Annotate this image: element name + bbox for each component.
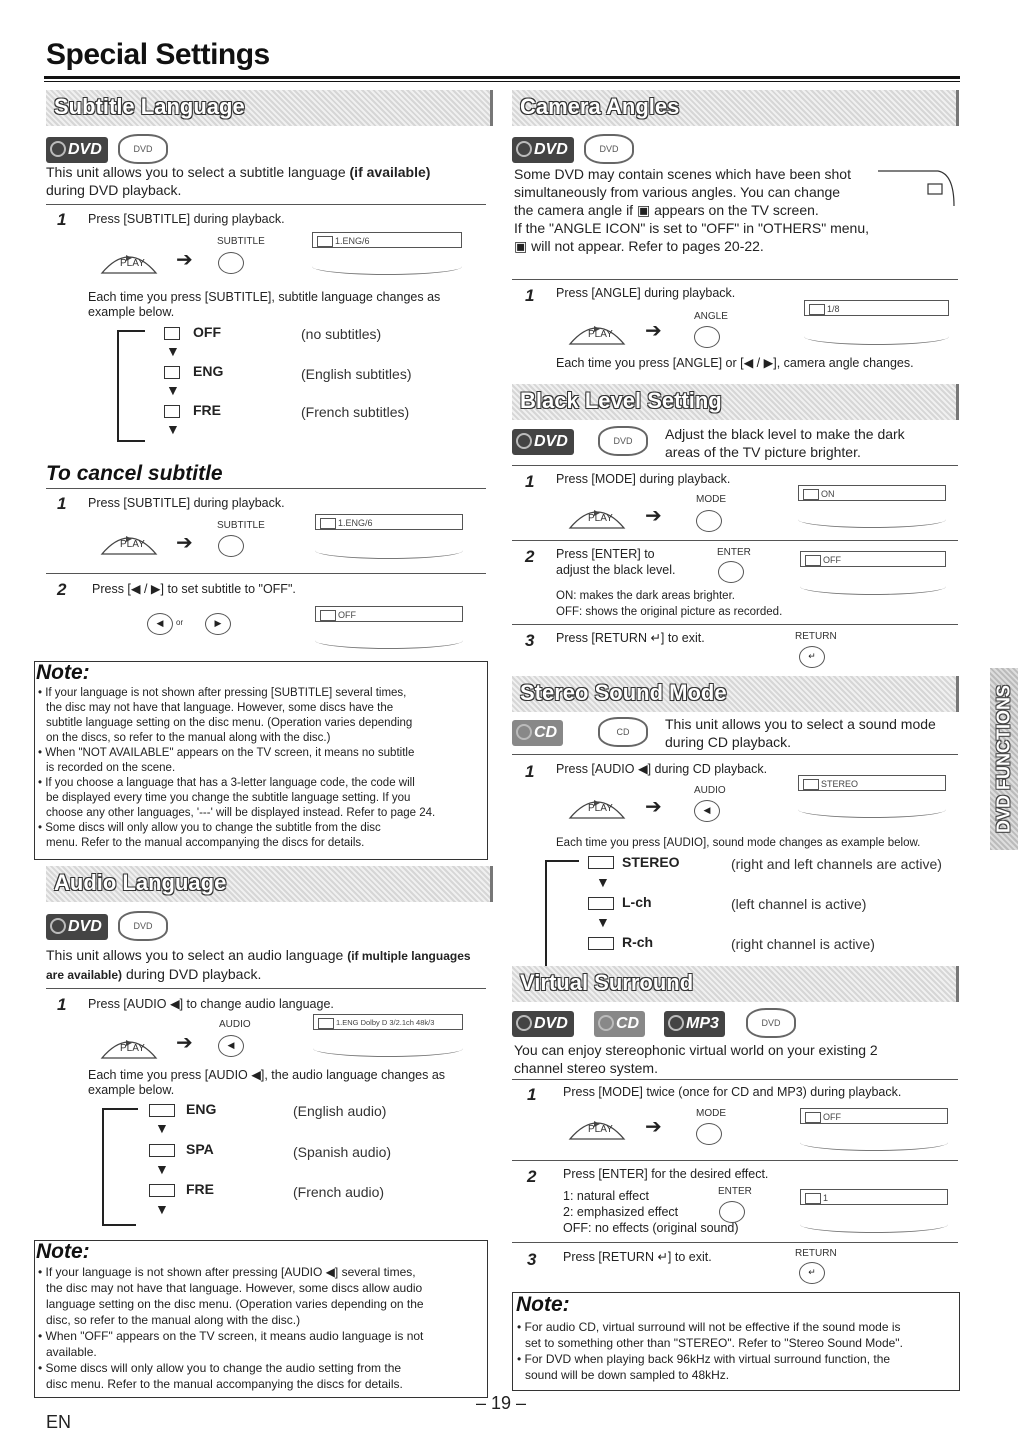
seq-item-desc: (no subtitles): [301, 326, 382, 342]
divider: [512, 1160, 958, 1161]
note-line: • If you choose a language that has a 3-letter language code, the code will: [38, 777, 415, 789]
return-button[interactable]: ↵: [799, 1262, 825, 1284]
right-button[interactable]: ▶: [205, 613, 231, 635]
down-arrow-icon: ▼: [596, 874, 610, 890]
step-number: 1: [525, 762, 535, 781]
divider: [512, 624, 958, 625]
virtual-step1: Press [MODE] twice (once for CD and MP3) during playback.: [563, 1085, 902, 1099]
stereo-intro: This unit allows you to select a sound mode: [665, 716, 936, 732]
seq-item-label: L-ch: [622, 894, 652, 910]
stereo-intro: during CD playback.: [665, 734, 792, 750]
arrow-icon: ➔: [645, 320, 662, 342]
note-line: available.: [46, 1345, 97, 1359]
note-line: • Some discs will only allow you to change the audio setting from the: [38, 1361, 402, 1375]
dvd-logo-icon: DVD: [746, 1008, 796, 1038]
arrow-icon: ➔: [176, 249, 193, 271]
seq-item-desc: (English audio): [293, 1103, 387, 1119]
language-code: EN: [46, 1412, 72, 1432]
note-line: set to something other than "STEREO". Refer to "Stereo Sound Mode".: [525, 1336, 903, 1350]
arrow-icon: ➔: [176, 532, 193, 554]
seq-item-desc: (French subtitles): [301, 404, 410, 420]
note-line: disc menu. Refer to the manual accompanying the discs for details.: [46, 1377, 403, 1391]
stereo-heading: Stereo Sound Mode: [520, 680, 727, 705]
arrow-icon: ➔: [645, 1116, 662, 1138]
mode-button[interactable]: [696, 1123, 722, 1145]
down-arrow-icon: ▼: [155, 1161, 169, 1177]
note-line: choose any other languages, '---' will be displayed instead. Refer to page 24.: [46, 807, 436, 819]
black-step1: Press [MODE] during playback.: [556, 472, 731, 486]
cycle-line: [117, 330, 119, 442]
note-line: the disc may not have that language. However, some discs have the: [46, 702, 394, 714]
mode-button[interactable]: [696, 510, 722, 532]
mode-button-label: MODE: [696, 1108, 726, 1119]
tv-screen-display: 1: [800, 1189, 948, 1205]
down-arrow-icon: ▼: [155, 1201, 169, 1217]
play-label: PLAY: [588, 329, 613, 340]
dvd-logo-icon: DVD: [118, 911, 168, 941]
step-number: 1: [57, 494, 67, 513]
down-arrow-icon: ▼: [596, 914, 610, 930]
return-button-label: RETURN: [795, 631, 837, 642]
cycle-line: [102, 1108, 104, 1226]
tv-screen-curve: [798, 511, 946, 528]
cycle-line-top: [102, 1108, 138, 1110]
tv-screen-display: 1/8: [804, 300, 949, 316]
return-button-label: RETURN: [795, 1248, 837, 1259]
play-label: PLAY: [120, 258, 145, 269]
virtual-heading: Virtual Surround: [520, 970, 694, 995]
divider: [512, 540, 958, 541]
tv-screen-display: OFF: [800, 551, 946, 567]
note-line: is recorded on the scene.: [46, 762, 176, 774]
camera-line: Some DVD may contain scenes which have been shot: [514, 166, 851, 182]
note-line: language setting on the disc menu. (Operation varies depending on the: [46, 1297, 424, 1311]
arrow-icon: ➔: [645, 505, 662, 527]
enter-button-label: ENTER: [718, 1186, 752, 1197]
step-number: 3: [525, 631, 535, 650]
dvd-badge: DVD: [512, 1011, 574, 1037]
step-number: 1: [57, 995, 67, 1014]
virtual-step3: Press [RETURN ↵] to exit.: [563, 1250, 712, 1264]
audio-icon: [149, 1144, 175, 1157]
camera-section-header: [512, 90, 959, 126]
seq-item-label: R-ch: [622, 934, 654, 950]
seq-item-label: STEREO: [622, 854, 680, 870]
virtual-intro: You can enjoy stereophonic virtual world on your existing 2: [514, 1042, 878, 1058]
seq-item-desc: (right channel is active): [731, 936, 875, 952]
cd-badge: CD: [594, 1011, 645, 1037]
page-title: Special Settings: [46, 38, 270, 71]
cancel-step2: Press [◀ / ▶] to set subtitle to "OFF".: [92, 582, 296, 596]
divider: [512, 1079, 958, 1080]
arrow-icon: ➔: [176, 1032, 193, 1054]
divider: [46, 988, 486, 989]
or-label: or: [176, 618, 184, 627]
black-step2b: adjust the black level.: [556, 563, 676, 577]
seq-item-label: ENG: [193, 363, 224, 379]
arrow-icon: ➔: [645, 796, 662, 818]
play-label: PLAY: [588, 513, 613, 524]
subtitle-icon: [164, 405, 180, 418]
tv-screen-display: ON: [798, 485, 946, 501]
subtitle-each-time: Each time you press [SUBTITLE], subtitle language changes as example below.: [88, 290, 441, 319]
enter-button[interactable]: [719, 1201, 745, 1223]
divider: [46, 573, 486, 574]
cycle-line-bottom: [102, 1224, 136, 1226]
seq-item-desc: (French audio): [293, 1184, 385, 1200]
subtitle-intro: This unit allows you to select a subtitle language (if available) during DVD playback.: [46, 164, 431, 198]
note-line: • If your language is not shown after pressing [SUBTITLE] several times,: [38, 687, 407, 699]
note-line: be displayed every time you change the subtitle language setting. If you: [46, 792, 411, 804]
cd-logo-icon: CD: [598, 717, 648, 747]
subtitle-heading: Subtitle Language: [54, 94, 245, 119]
angle-button[interactable]: [694, 326, 720, 348]
audio-button-label: AUDIO: [219, 1019, 251, 1030]
virtual-step2: Press [ENTER] for the desired effect.: [563, 1167, 769, 1181]
cycle-line-top: [545, 860, 579, 862]
camera-line: the camera angle if ▣ appears on the TV screen.: [514, 202, 819, 218]
down-arrow-icon: ▼: [166, 421, 180, 437]
note-title: Note:: [516, 1293, 570, 1316]
audio-icon: [588, 856, 614, 869]
black-step2: Press [ENTER] to: [556, 547, 655, 561]
note-line: disc, so refer to the manual along with the disc.): [46, 1313, 301, 1327]
virtual-section-header: [512, 966, 959, 1002]
audio-icon: [588, 897, 614, 910]
note-line: • For DVD when playing back 96kHz with virtual surround function, the: [517, 1352, 891, 1366]
subtitle-button[interactable]: [218, 535, 244, 557]
enter-button[interactable]: [718, 561, 744, 583]
divider: [512, 1242, 958, 1243]
tv-screen-curve: [800, 1216, 948, 1233]
enter-button-label: ENTER: [717, 547, 751, 558]
step-number: 1: [57, 210, 67, 229]
black-step3: Press [RETURN ↵] to exit.: [556, 631, 705, 645]
subtitle-step1: Press [SUBTITLE] during playback.: [88, 212, 285, 226]
cycle-line-bottom: [117, 440, 145, 442]
tv-screen-display: 1.ENG Dolby D 3/2.1ch 48k/3: [313, 1014, 463, 1030]
audio-section-header: [46, 866, 493, 902]
virtual-option: 1: natural effect: [563, 1189, 649, 1203]
subtitle-button-label: SUBTITLE: [217, 520, 265, 531]
left-button[interactable]: ◀: [147, 613, 173, 635]
black-level-heading: Black Level Setting: [520, 388, 722, 413]
tv-screen-display: OFF: [315, 606, 463, 622]
cancel-subtitle-heading: To cancel subtitle: [46, 462, 223, 485]
audio-button[interactable]: ◀: [218, 1035, 244, 1057]
divider: [46, 488, 486, 489]
black-on-desc: ON: makes the dark areas brighter.: [556, 590, 735, 602]
seq-item-label: SPA: [186, 1141, 214, 1157]
note-line: • When "NOT AVAILABLE" appears on the TV screen, it means no subtitle: [38, 747, 415, 759]
tv-screen-display: OFF: [800, 1108, 948, 1124]
camera-step1: Press [ANGLE] during playback.: [556, 286, 736, 300]
note-line: on the discs, so refer to the manual along with the disc.): [46, 732, 331, 744]
seq-item-label: ENG: [186, 1101, 217, 1117]
tv-screen-curve: [804, 328, 949, 345]
down-arrow-icon: ▼: [166, 343, 180, 359]
note-line: subtitle language setting on the disc menu. (Operation varies depending: [46, 717, 413, 729]
stereo-section-header: [512, 676, 959, 712]
note-line: • When "OFF" appears on the TV screen, it means audio language is not: [38, 1329, 424, 1343]
audio-icon: [588, 937, 614, 950]
mp3-badge: MP3: [664, 1011, 725, 1037]
virtual-intro: channel stereo system.: [514, 1060, 658, 1076]
note-line: menu. Refer to the manual accompanying the discs for details.: [46, 837, 365, 849]
camera-each-time: Each time you press [ANGLE] or [◀ / ▶], camera angle changes.: [556, 356, 914, 370]
note-title: Note:: [36, 1240, 90, 1263]
down-arrow-icon: ▼: [166, 382, 180, 398]
camera-line: If the "ANGLE ICON" is set to "OFF" in "OTHERS" menu,: [514, 220, 870, 236]
play-label: PLAY: [588, 1124, 613, 1135]
dvd-badge: DVD: [46, 137, 108, 163]
subtitle-section-header: [46, 90, 493, 126]
dvd-logo-icon: DVD: [598, 426, 648, 456]
note-line: • For audio CD, virtual surround will not be effective if the sound mode is: [517, 1320, 901, 1334]
audio-heading: Audio Language: [54, 870, 227, 895]
note-line: sound will be down sampled to 48kHz.: [525, 1368, 730, 1382]
audio-icon: [149, 1104, 175, 1117]
tv-screen-display: 1.ENG/6: [315, 514, 463, 530]
audio-intro: This unit allows you to select an audio language (if multiple languages are available) during DVD playback.: [46, 947, 471, 982]
subtitle-icon: [164, 327, 180, 340]
seq-item-label: OFF: [193, 324, 221, 340]
angle-button-label: ANGLE: [694, 311, 728, 322]
camera-line: ▣ will not appear. Refer to pages 20-22.: [514, 238, 764, 254]
tv-screen-curve: [315, 542, 463, 559]
divider: [512, 279, 958, 280]
note-line: the disc may not have that language. However, some discs allow audio: [46, 1281, 423, 1295]
play-label: PLAY: [120, 1043, 145, 1054]
tv-screen-curve: [312, 258, 462, 275]
side-tab-label: DVD FUNCTIONS: [993, 685, 1014, 833]
audio-button[interactable]: ◀: [694, 800, 720, 822]
audio-step1: Press [AUDIO ◀] to change audio language.: [88, 997, 334, 1011]
seq-item-label: FRE: [186, 1181, 214, 1197]
step-number: 1: [525, 472, 535, 491]
step-number: 2: [527, 1167, 537, 1186]
dvd-logo-icon: DVD: [584, 134, 634, 164]
stereo-each-time: Each time you press [AUDIO], sound mode changes as example below.: [556, 837, 921, 849]
stereo-step1: Press [AUDIO ◀] during CD playback.: [556, 762, 768, 776]
black-intro: areas of the TV picture brighter.: [665, 444, 861, 460]
seq-item-desc: (Spanish audio): [293, 1144, 392, 1160]
side-tab: [990, 668, 1018, 850]
cd-badge: CD: [512, 720, 563, 746]
divider: [512, 465, 958, 466]
step-number: 1: [525, 286, 535, 305]
tv-screen-curve: [798, 801, 946, 818]
audio-each-time: Each time you press [AUDIO ◀], the audio language changes as example below.: [88, 1068, 446, 1097]
step-number: 1: [527, 1085, 537, 1104]
angle-callout-icon: [878, 166, 958, 216]
black-level-section-header: [512, 384, 959, 420]
audio-button-label: AUDIO: [694, 785, 726, 796]
cycle-line-top: [117, 330, 145, 332]
tv-screen-display: 1.ENG/6: [312, 232, 462, 248]
play-label: PLAY: [588, 803, 613, 814]
dvd-badge: DVD: [512, 429, 574, 455]
title-rule: [44, 76, 960, 79]
subtitle-icon: [164, 366, 180, 379]
divider: [512, 754, 958, 755]
mode-button-label: MODE: [696, 494, 726, 505]
tv-screen-curve: [313, 1040, 463, 1057]
tv-screen-curve: [800, 1134, 948, 1151]
play-label: PLAY: [120, 539, 145, 550]
step-number: 3: [527, 1250, 537, 1269]
seq-item-desc: (right and left channels are active): [731, 856, 942, 872]
virtual-option: 2: emphasized effect: [563, 1205, 679, 1219]
subtitle-button[interactable]: [218, 252, 244, 274]
camera-heading: Camera Angles: [520, 94, 680, 119]
audio-icon: [149, 1184, 175, 1197]
step-number: 2: [525, 547, 535, 566]
step-number: 2: [57, 580, 67, 599]
note-title: Note:: [36, 661, 90, 684]
note-line: • Some discs will only allow you to change the subtitle from the disc: [38, 822, 381, 834]
dvd-logo-icon: DVD: [118, 134, 168, 164]
virtual-option: OFF: no effects (original sound): [563, 1221, 739, 1235]
cancel-step1: Press [SUBTITLE] during playback.: [88, 496, 285, 510]
title-rule-thin: [44, 81, 960, 82]
black-intro: Adjust the black level to make the dark: [665, 426, 905, 442]
cycle-line: [545, 860, 547, 974]
seq-item-label: FRE: [193, 402, 221, 418]
black-off-desc: OFF: shows the original picture as recorded.: [556, 606, 783, 618]
tv-screen-curve: [800, 578, 946, 595]
tv-screen-display: STEREO: [798, 775, 946, 791]
return-button[interactable]: ↵: [799, 646, 825, 668]
note-line: • If your language is not shown after pressing [AUDIO ◀] several times,: [38, 1265, 416, 1279]
seq-item-desc: (English subtitles): [301, 366, 412, 382]
dvd-badge: DVD: [512, 137, 574, 163]
subtitle-button-label: SUBTITLE: [217, 236, 265, 247]
tv-screen-curve: [315, 632, 463, 649]
divider: [46, 204, 486, 205]
seq-item-desc: (left channel is active): [731, 896, 867, 912]
down-arrow-icon: ▼: [155, 1120, 169, 1136]
page-number: – 19 –: [476, 1393, 527, 1413]
camera-line: simultaneously from various angles. You can change: [514, 184, 841, 200]
dvd-badge: DVD: [46, 914, 108, 940]
